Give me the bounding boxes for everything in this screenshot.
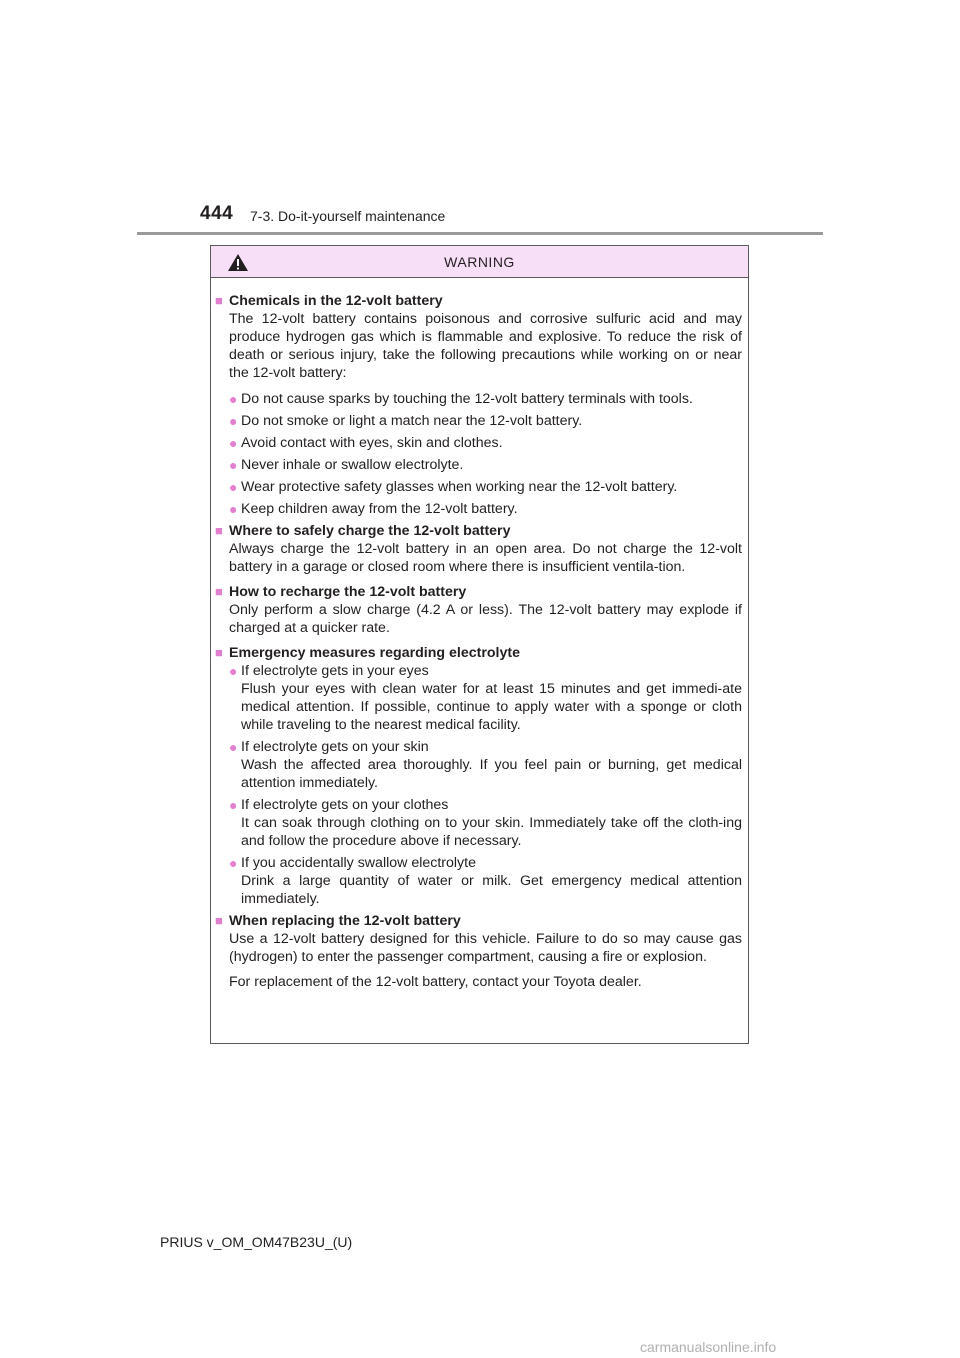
square-bullet-icon: ■ bbox=[215, 523, 223, 538]
section-paragraph: For replacement of the 12-volt battery, contact your Toyota dealer. bbox=[229, 974, 642, 990]
item-text: Flush your eyes with clean water for at least 15 minutes and get immedi-ate medical attention. If possible, continue to apply water with a sponge or cloth while traveling to the nearest medical facility. bbox=[241, 681, 742, 733]
round-bullet-icon: ● bbox=[229, 855, 238, 871]
round-bullet-icon: ● bbox=[229, 457, 238, 473]
item-title: If you accidentally swallow electrolyte bbox=[241, 855, 476, 871]
item-title: If electrolyte gets on your clothes bbox=[241, 797, 449, 813]
section-paragraph: The 12-volt battery contains poisonous and corrosive sulfuric acid and may produce hydrogen gas which is flammable and explosive. To reduce the risk of death or serious injury, take the following precautions while working on or near the 12-volt battery: bbox=[229, 311, 742, 381]
round-bullet-icon: ● bbox=[229, 479, 238, 495]
round-bullet-icon: ● bbox=[229, 391, 238, 407]
round-bullet-icon: ● bbox=[229, 739, 238, 755]
list-item: ● Wear protective safety glasses when working near the 12-volt battery. bbox=[229, 479, 678, 495]
item-text: Drink a large quantity of water or milk. Get emergency medical attention immediately. bbox=[241, 873, 742, 907]
section-heading: ■ Emergency measures regarding electrolyte bbox=[215, 645, 520, 661]
section-heading: ■ How to recharge the 12-volt battery bbox=[215, 584, 467, 600]
round-bullet-icon: ● bbox=[229, 501, 238, 517]
header-rule bbox=[137, 232, 823, 235]
section-heading: ■ Where to safely charge the 12-volt battery bbox=[215, 523, 511, 539]
section-paragraph: Only perform a slow charge (4.2 A or less). The 12-volt battery may explode if charged at a quicker rate. bbox=[229, 602, 742, 636]
section-heading: ■ Chemicals in the 12-volt battery bbox=[215, 293, 443, 309]
warning-title: WARNING bbox=[444, 253, 515, 270]
warning-box bbox=[210, 245, 749, 1044]
warning-header bbox=[211, 246, 748, 278]
list-item bbox=[215, 662, 742, 734]
list-item bbox=[215, 796, 742, 850]
section-paragraph: Use a 12-volt battery designed for this vehicle. Failure to do so may cause gas (hydrogen) to enter the passenger compartment, causing a fire or explosion. bbox=[229, 931, 742, 965]
section-paragraph: Always charge the 12-volt battery in an open area. Do not charge the 12-volt battery in a garage or closed room where there is insufficient ventila-tion. bbox=[229, 541, 742, 575]
list-item: ● Avoid contact with eyes, skin and clothes. bbox=[229, 435, 503, 451]
section-title: 7-3. Do-it-yourself maintenance bbox=[250, 208, 446, 224]
item-title: If electrolyte gets on your skin bbox=[241, 739, 429, 755]
list-item: ● Do not smoke or light a match near the 12-volt battery. bbox=[229, 413, 583, 429]
list-item: ● Never inhale or swallow electrolyte. bbox=[229, 457, 464, 473]
round-bullet-icon: ● bbox=[229, 663, 238, 679]
round-bullet-icon: ● bbox=[229, 797, 238, 813]
round-bullet-icon: ● bbox=[229, 413, 238, 429]
footer-code: PRIUS v_OM_OM47B23U_(U) bbox=[160, 1234, 353, 1250]
warning-body bbox=[211, 278, 748, 991]
warning-triangle-icon bbox=[228, 254, 248, 271]
item-text: It can soak through clothing on to your skin. Immediately take off the cloth-ing and follow the procedure above if necessary. bbox=[241, 815, 742, 849]
section-heading: ■ When replacing the 12-volt battery bbox=[215, 913, 461, 929]
item-title: If electrolyte gets in your eyes bbox=[241, 663, 429, 679]
page-number: 444 bbox=[200, 203, 234, 224]
list-item: ● Keep children away from the 12-volt battery. bbox=[229, 501, 518, 517]
round-bullet-icon: ● bbox=[229, 435, 238, 451]
list-item: ● Do not cause sparks by touching the 12-volt battery terminals with tools. bbox=[229, 391, 693, 407]
square-bullet-icon: ■ bbox=[215, 913, 223, 928]
square-bullet-icon: ■ bbox=[215, 584, 223, 599]
list-item bbox=[215, 854, 742, 908]
item-text: Wash the affected area thoroughly. If you feel pain or burning, get medical attention immediately. bbox=[241, 757, 742, 791]
list-item bbox=[215, 738, 742, 792]
square-bullet-icon: ■ bbox=[215, 645, 223, 660]
watermark: carmanualsonline.info bbox=[640, 1339, 777, 1355]
square-bullet-icon: ■ bbox=[215, 293, 223, 308]
